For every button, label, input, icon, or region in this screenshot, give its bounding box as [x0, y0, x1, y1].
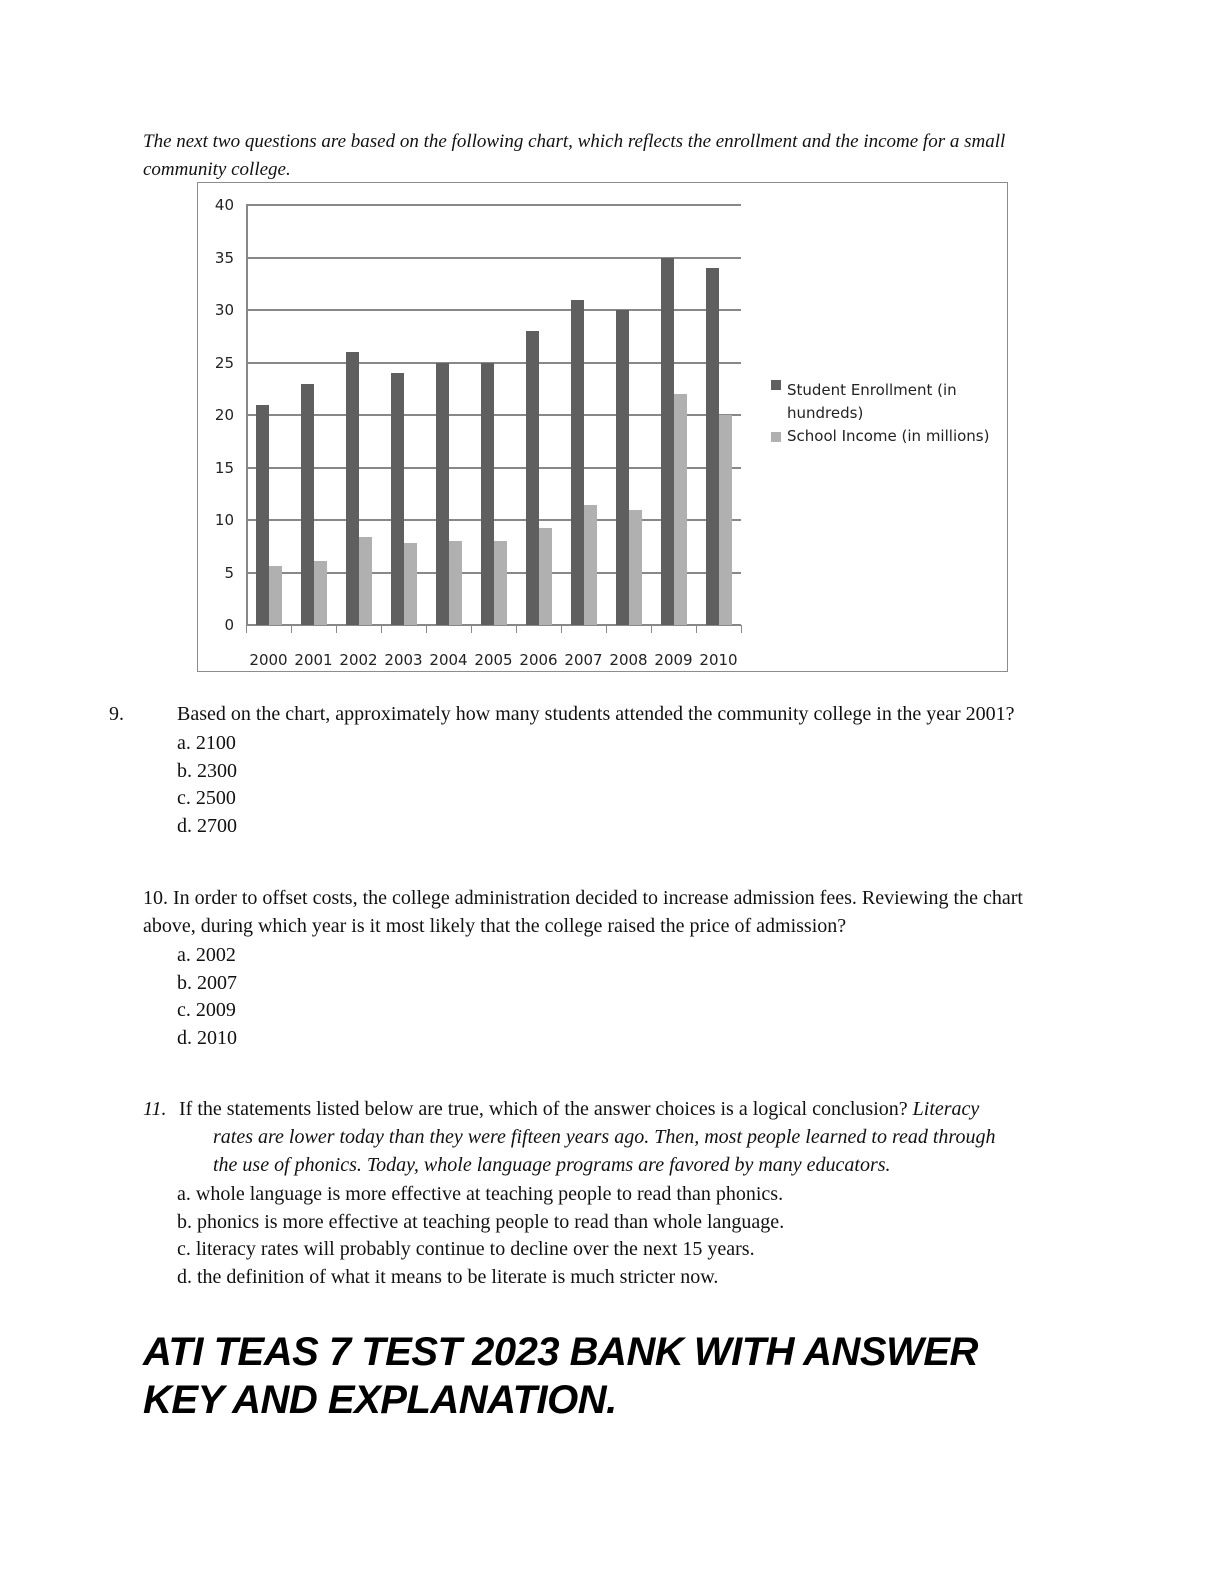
question-text: In order to offset costs, the college administration decided to increase admission fees. Reviewing the chart above, during which year is it most likely that the college raised the price of admission? [143, 887, 1023, 937]
bar-income [494, 541, 507, 625]
bar-income [449, 541, 462, 625]
x-tick-label: 2007 [564, 651, 603, 669]
question-statements: Literacy rates are lower today than they were fifteen years ago. Then, most people learned to read through the use of phonics. Today, whole language programs are favored by many educators. [213, 1098, 996, 1176]
question-9 [109, 700, 1023, 840]
bar-income [314, 561, 327, 625]
bar-income [674, 394, 687, 625]
x-tick-label: 2003 [384, 651, 423, 669]
bar-income [629, 510, 642, 626]
x-tick-mark [696, 625, 697, 633]
bar-enrollment [391, 373, 404, 625]
x-tick-label: 2008 [609, 651, 648, 669]
legend-swatch-enrollment [771, 380, 781, 390]
bar-enrollment [256, 405, 269, 626]
x-tick-mark [471, 625, 472, 633]
plot-area [214, 196, 741, 669]
bar-enrollment [571, 300, 584, 626]
x-tick-label: 2001 [294, 651, 333, 669]
y-tick-label: 25 [214, 353, 234, 372]
x-tick-mark [381, 625, 382, 633]
answer-options [177, 942, 1023, 1052]
answer-options [177, 730, 1023, 840]
option-a[interactable]: a. whole language is more effective at teaching people to read than phonics. [177, 1183, 784, 1205]
answer-options [177, 1181, 1023, 1291]
x-tick-mark [651, 625, 652, 633]
x-tick-mark [336, 625, 337, 633]
question-text: Based on the chart, approximately how many students attended the community college in the year 2001? [177, 703, 1015, 725]
bar-enrollment [706, 268, 719, 625]
banner-title: ATI TEAS 7 TEST 2023 BANK WITH ANSWER KEY AND EXPLANATION. [143, 1330, 978, 1422]
option-b[interactable]: b. phonics is more effective at teaching people to read than whole language. [177, 1210, 785, 1233]
question-number: 10. [143, 887, 168, 909]
legend-item-enrollment [771, 379, 1001, 425]
bar-enrollment [481, 363, 494, 626]
x-tick-label: 2004 [429, 651, 468, 669]
bar-income [359, 537, 372, 625]
x-tick-mark [291, 625, 292, 633]
y-tick-label: 20 [214, 406, 234, 424]
y-tick-label: 30 [214, 301, 234, 319]
x-tick-mark [561, 625, 562, 633]
x-tick-label: 2009 [654, 651, 693, 669]
bar-income [719, 415, 732, 625]
bar-enrollment [436, 363, 449, 626]
x-tick-mark [426, 625, 427, 633]
bar-chart [197, 182, 1008, 672]
x-tick-label: 2006 [519, 651, 558, 669]
bar-enrollment [661, 258, 674, 626]
gridline [246, 204, 741, 206]
question-number: 9. [109, 703, 124, 725]
option-c[interactable]: c. 2009 [177, 999, 236, 1021]
y-tick-label: 40 [214, 196, 234, 214]
option-d[interactable]: d. the definition of what it means to be literate is much stricter now. [177, 1265, 719, 1288]
option-c[interactable]: c. 2500 [177, 787, 236, 809]
chart-legend [771, 379, 1001, 448]
option-c[interactable]: c. literacy rates will probably continue to decline over the next 15 years. [177, 1238, 755, 1260]
option-b[interactable]: b. 2300 [177, 759, 237, 782]
y-tick-label: 15 [214, 458, 234, 477]
option-d[interactable]: d. 2010 [177, 1026, 237, 1049]
y-tick-label: 35 [214, 248, 234, 267]
option-d[interactable]: d. 2700 [177, 814, 237, 837]
bar-income [539, 528, 552, 625]
x-tick-label: 2000 [249, 651, 288, 669]
question-11 [143, 1095, 1023, 1291]
intro-text: The next two questions are based on the following chart, which reflects the enrollment and the income for a small community college. [143, 131, 1006, 180]
bar-enrollment [616, 310, 629, 625]
x-tick-mark [246, 625, 247, 633]
bar-income [584, 505, 597, 625]
legend-item-income [771, 425, 1001, 448]
bar-enrollment [346, 352, 359, 625]
bar-enrollment [526, 331, 539, 625]
bar-income [404, 543, 417, 625]
x-tick-label: 2005 [474, 651, 513, 669]
y-tick-label: 10 [214, 511, 234, 529]
option-b[interactable]: b. 2007 [177, 971, 237, 994]
question-10 [143, 884, 1023, 1052]
y-tick-label: 0 [224, 616, 234, 634]
bar-income [269, 566, 282, 625]
x-tick-mark [606, 625, 607, 633]
option-a[interactable]: a. 2002 [177, 944, 236, 966]
x-tick-label: 2002 [339, 651, 378, 669]
question-number: 11. [143, 1098, 167, 1120]
legend-label: School Income (in millions) [787, 427, 990, 445]
question-text: If the statements listed below are true, which of the answer choices is a logical conclusion? [179, 1098, 908, 1120]
legend-label: Student Enrollment (in hundreds) [787, 381, 957, 422]
x-tick-mark [516, 625, 517, 633]
x-tick-label: 2010 [699, 651, 738, 669]
x-tick-mark [741, 625, 742, 633]
bar-enrollment [301, 384, 314, 626]
y-tick-label: 5 [224, 563, 234, 582]
option-a[interactable]: a. 2100 [177, 732, 236, 754]
legend-swatch-income [771, 432, 781, 442]
